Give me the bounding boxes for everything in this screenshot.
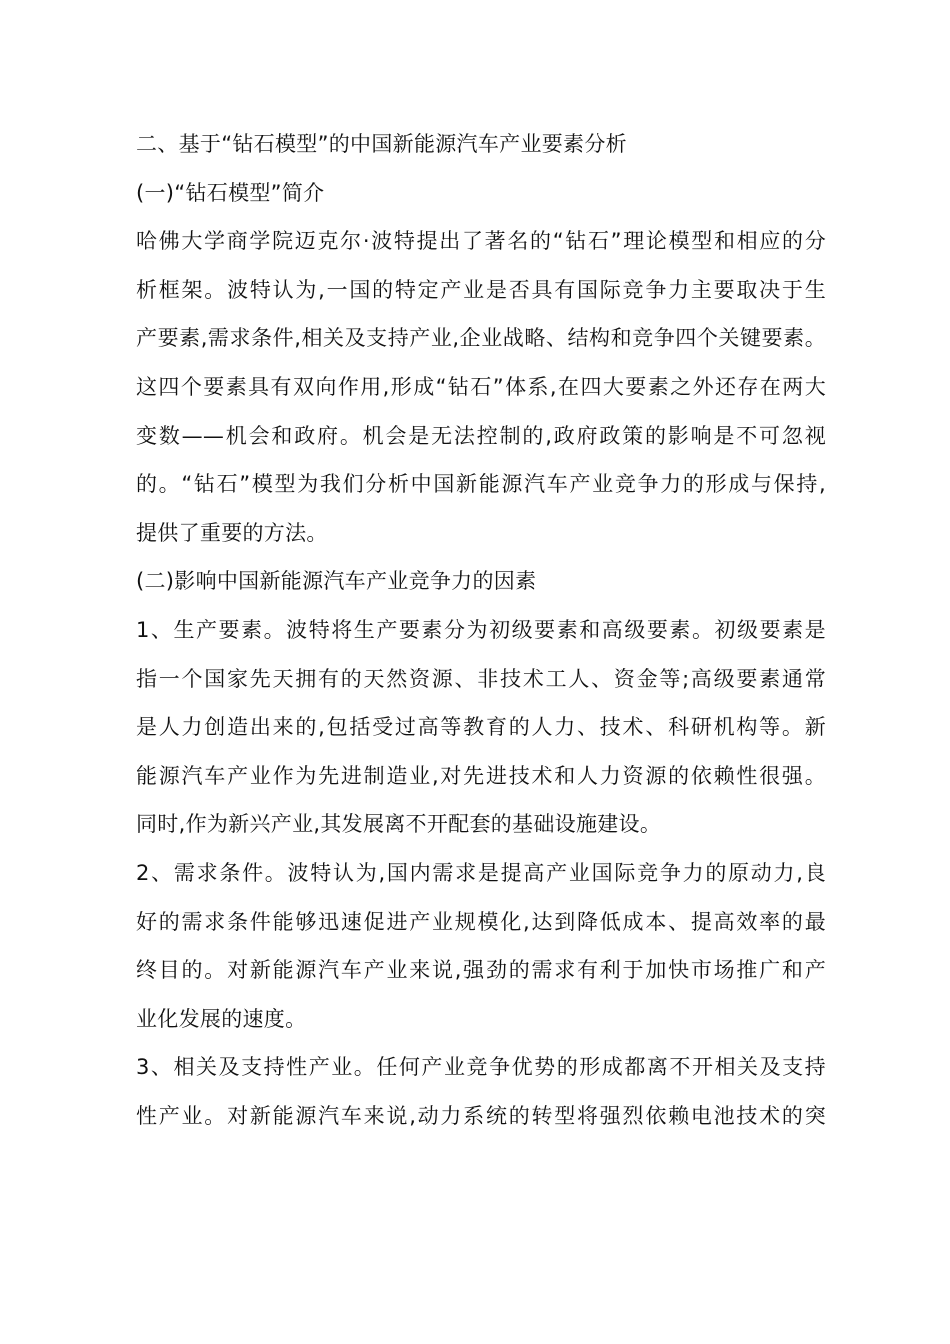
paragraph-line: 提供了重要的方法。 <box>136 520 328 545</box>
paragraph-line: 3、相关及支持性产业。任何产业竞争优势的形成都离不开相关及支持 <box>136 1055 826 1080</box>
paragraph-line: 2、需求条件。波特认为,国内需求是提高产业国际竞争力的原动力,良 <box>136 860 826 885</box>
paragraph-line: 终目的。对新能源汽车产业来说,强劲的需求有利于加快市场推广和产 <box>136 958 826 983</box>
paragraph-line: 能源汽车产业作为先进制造业,对先进技术和人力资源的依赖性很强。 <box>136 763 826 788</box>
paragraph-line: 性产业。对新能源汽车来说,动力系统的转型将强烈依赖电池技术的突 <box>136 1103 826 1128</box>
paragraph-line: 好的需求条件能够迅速促进产业规模化,达到降低成本、提高效率的最 <box>136 909 826 934</box>
document-body <box>136 120 826 1140</box>
paragraph-line: 变数——机会和政府。机会是无法控制的,政府政策的影响是不可忽视 <box>136 423 826 448</box>
paragraph-line: 析框架。波特认为,一国的特定产业是否具有国际竞争力主要取决于生 <box>136 277 826 302</box>
subsection-heading: (一)“钻石模型”简介 <box>136 180 325 205</box>
paragraph-line: 是人力创造出来的,包括受过高等教育的人力、技术、科研机构等。新 <box>136 715 826 740</box>
paragraph-line: 同时,作为新兴产业,其发展离不开配套的基础设施建设。 <box>136 812 662 837</box>
paragraph-line: 1、生产要素。波特将生产要素分为初级要素和高级要素。初级要素是 <box>136 617 826 642</box>
paragraph-line: 产要素,需求条件,相关及支持产业,企业战略、结构和竞争四个关键要素。 <box>136 326 826 351</box>
paragraph-line: 这四个要素具有双向作用,形成“钻石”体系,在四大要素之外还存在两大 <box>136 374 826 399</box>
paragraph-line: 哈佛大学商学院迈克尔·波特提出了著名的“钻石”理论模型和相应的分 <box>136 229 826 254</box>
paragraph-line: 业化发展的速度。 <box>136 1006 307 1031</box>
section-heading: 二、基于“钻石模型”的中国新能源汽车产业要素分析 <box>136 132 627 156</box>
subsection-heading: (二)影响中国新能源汽车产业竞争力的因素 <box>136 569 537 594</box>
paragraph-line: 指一个国家先天拥有的天然资源、非技术工人、资金等;高级要素通常 <box>136 666 826 691</box>
paragraph-line: 的。“钻石”模型为我们分析中国新能源汽车产业竞争力的形成与保持, <box>136 472 826 497</box>
